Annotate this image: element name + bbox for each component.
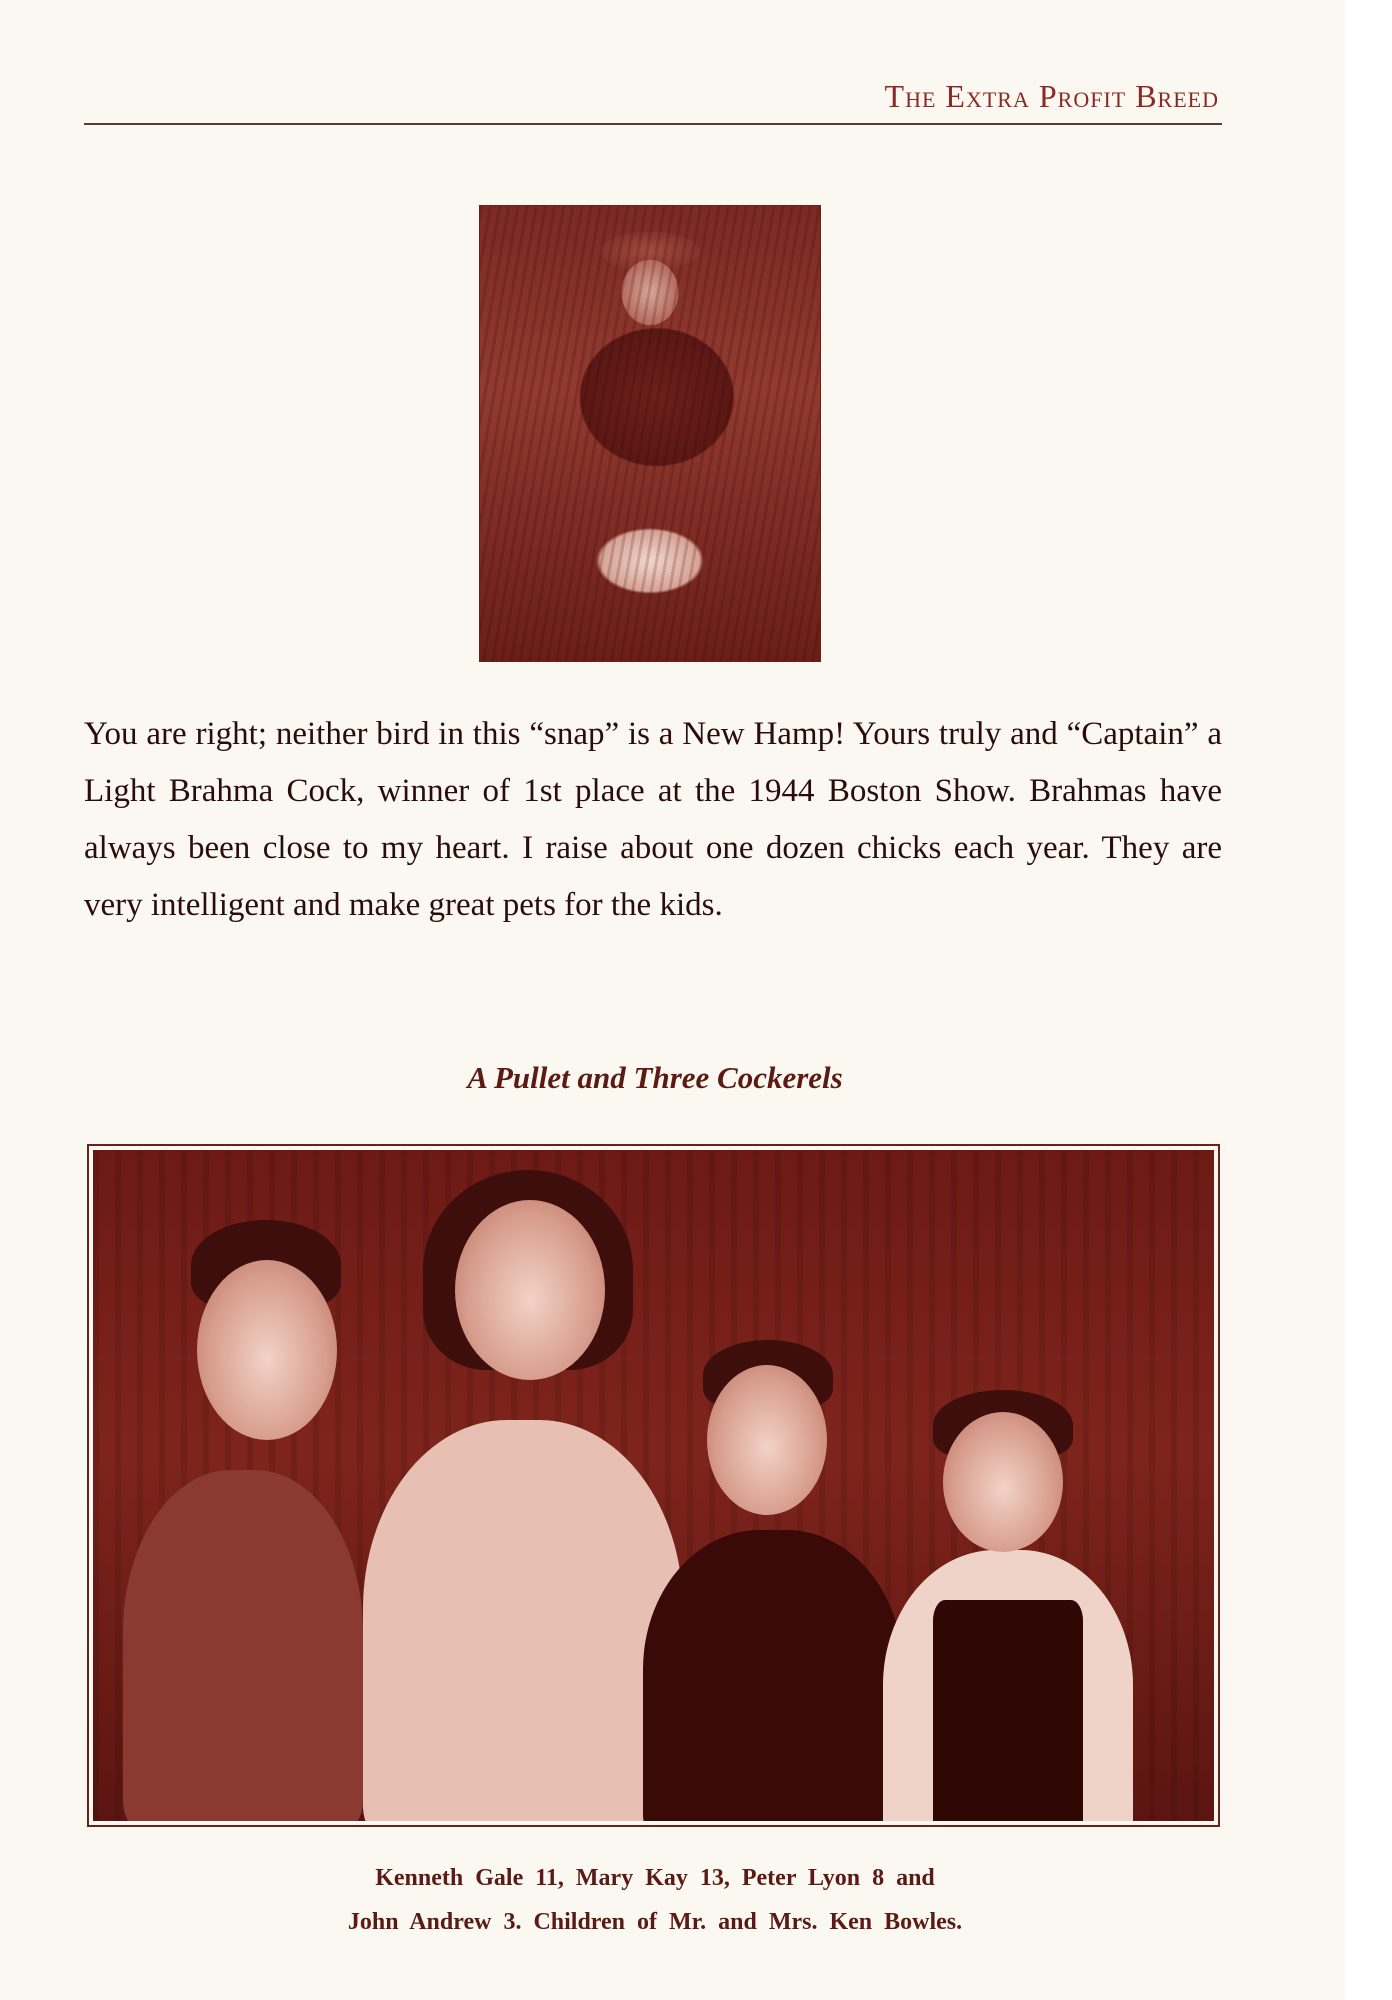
header-rule — [84, 123, 1222, 125]
caption-line-2: John Andrew 3. Children of Mr. and Mrs. Ken Bowles. — [347, 1909, 963, 1935]
caption-line-1: Kenneth Gale 11, Mary Kay 13, Peter Lyon 8 and — [375, 1865, 935, 1891]
scan-margin — [1345, 0, 1392, 2000]
bottom-photo-caption — [0, 1856, 1310, 1944]
child-figure — [123, 1220, 363, 1820]
child-figure — [363, 1170, 683, 1821]
running-header: The Extra Profit Breed — [884, 78, 1219, 114]
bottom-photo-frame — [87, 1144, 1220, 1827]
bottom-photo-title: A Pullet and Three Cockerels — [467, 1060, 843, 1095]
child-figure — [883, 1390, 1133, 1821]
photo-texture — [480, 206, 820, 661]
body-paragraph: You are right; neither bird in this “snap” is a New Hamp! Yours truly and “Captain” a Light Brahma Cock, winner of 1st place at the 1944 Boston Show. Brahmas have always been close to my heart. I raise about one dozen chicks each year. They are very intelligent and make great pets for the kids. — [84, 716, 1222, 923]
child-figure — [643, 1340, 903, 1821]
bottom-photo — [93, 1150, 1214, 1821]
top-photo — [479, 205, 821, 662]
